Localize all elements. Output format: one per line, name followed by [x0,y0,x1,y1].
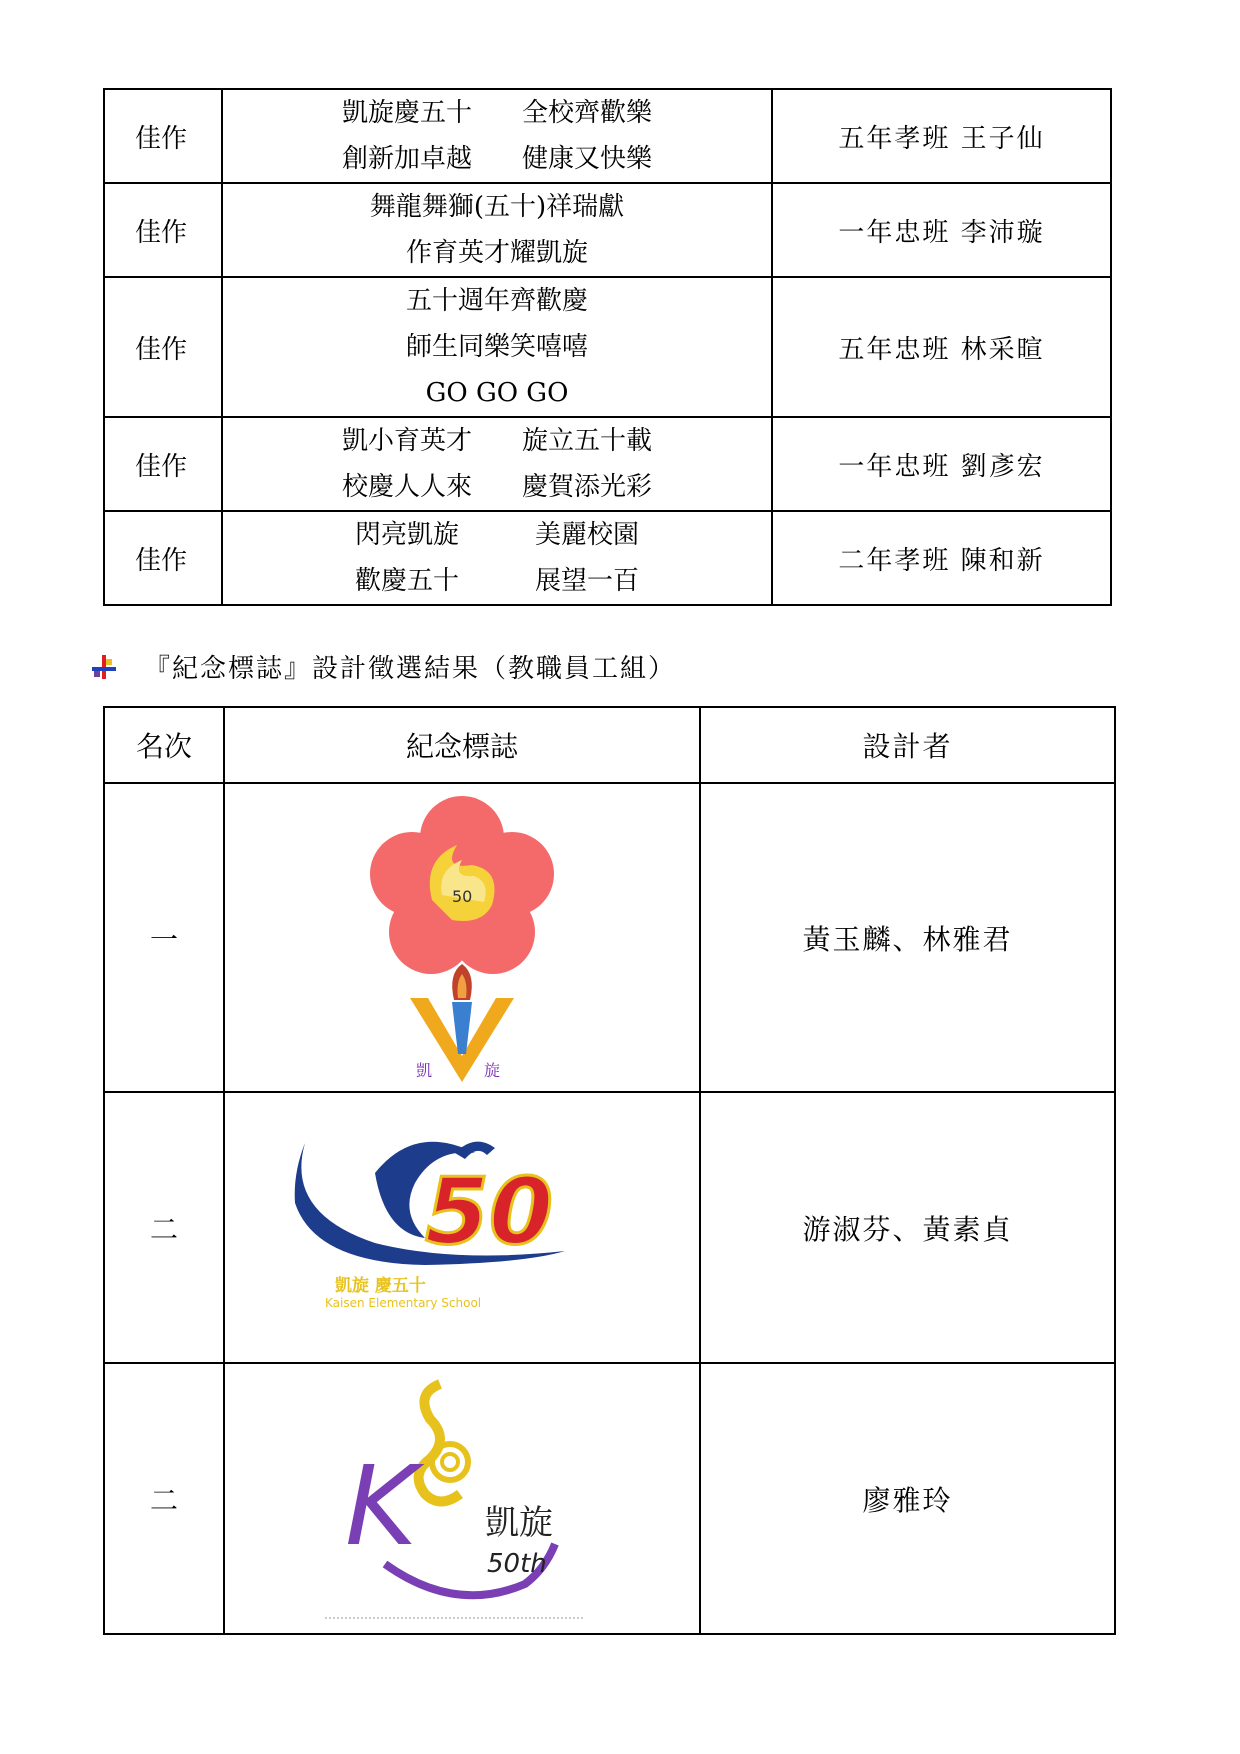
logo-text-50th: 50th [487,1549,547,1579]
rank-cell: 一 [104,783,224,1092]
logo-text-kai: 凱 [416,1061,433,1080]
logo-wave-50 [224,1092,700,1363]
rank-cell: 佳作 [104,511,222,605]
rank-cell: 二 [104,1363,224,1634]
rank-cell: 佳作 [104,277,222,417]
table-row [104,89,1111,183]
author-cell: 五年忠班 林采暄 [772,277,1111,417]
bullet-icon [92,655,116,679]
logo-caption-en: Kaisen Elementary School [325,1296,482,1310]
slogan-phrase: 閃亮凱旋 [354,520,459,550]
logo-text-50-big: 50 [425,1158,554,1265]
slogan-line [223,324,771,370]
table-row [104,417,1111,511]
slogan-phrase: 健康又快樂 [521,144,652,174]
table-row [104,1363,1115,1634]
slogan-line [223,370,771,416]
logo-letter-k: K [345,1442,418,1570]
author-cell: 一年忠班 李沛璇 [772,183,1111,277]
rank-cell: 二 [104,1092,224,1363]
author-cell: 五年孝班 王子仙 [772,89,1111,183]
section-heading [92,648,676,685]
author-cell: 一年忠班 劉彥宏 [772,417,1111,511]
header-rank: 名次 [104,707,224,783]
slogan-phrase: GO GO GO [425,378,569,408]
table-row [104,511,1111,605]
slogan-line [223,512,771,558]
slogan-line [223,418,771,464]
logo-flower-torch [224,783,700,1092]
slogan-phrase: 美麗校園 [534,520,639,550]
rank-cell: 佳作 [104,89,222,183]
slogan-phrase: 師生同樂笑嘻嘻 [405,332,588,362]
table-row [104,783,1115,1092]
logo-caption-cn: 凱旋 慶五十 [335,1276,426,1296]
section-heading-text: 『紀念標誌』設計徵選結果（教職員工組） [144,654,677,684]
slogan-line [223,230,771,276]
slogan-line [223,464,771,510]
slogan-cell [222,417,772,511]
slogan-phrase: 全校齊歡樂 [521,98,652,128]
slogan-phrase: 凱旋慶五十 [341,98,472,128]
logo-results-table [103,706,1116,1635]
slogan-cell [222,277,772,417]
rank-cell: 佳作 [104,417,222,511]
logo-text-kaixuan: 凱旋 [485,1503,553,1543]
slogan-line [223,558,771,604]
slogan-line [223,278,771,324]
slogan-cell [222,183,772,277]
rank-cell: 佳作 [104,183,222,277]
author-cell: 二年孝班 陳和新 [772,511,1111,605]
slogan-phrase: 慶賀添光彩 [521,472,652,502]
slogan-line [223,136,771,182]
logo-table-header [104,707,1115,783]
slogan-phrase: 創新加卓越 [341,144,472,174]
slogan-results-table [103,88,1112,606]
header-logo: 紀念標誌 [224,707,700,783]
slogan-phrase: 校慶人人來 [341,472,472,502]
slogan-phrase: 五十週年齊歡慶 [405,286,588,316]
designer-cell: 游淑芬、黃素貞 [700,1092,1115,1363]
slogan-phrase: 作育英才耀凱旋 [405,238,588,268]
table-row [104,277,1111,417]
slogan-phrase: 舞龍舞獅(五十)祥瑞獻 [369,192,625,222]
slogan-cell [222,511,772,605]
slogan-line [223,90,771,136]
slogan-cell [222,89,772,183]
logo-k-50th [224,1363,700,1634]
slogan-phrase: 凱小育英才 [341,426,472,456]
designer-cell: 黃玉麟、林雅君 [700,783,1115,1092]
logo-text-50: 50 [452,887,473,906]
slogan-phrase: 旋立五十載 [521,426,652,456]
table-row [104,183,1111,277]
header-designer: 設計者 [700,707,1115,783]
slogan-phrase: 歡慶五十 [354,566,459,596]
slogan-line [223,184,771,230]
logo-text-xuan: 旋 [484,1061,501,1080]
designer-cell: 廖雅玲 [700,1363,1115,1634]
table-row [104,1092,1115,1363]
slogan-phrase: 展望一百 [534,566,639,596]
